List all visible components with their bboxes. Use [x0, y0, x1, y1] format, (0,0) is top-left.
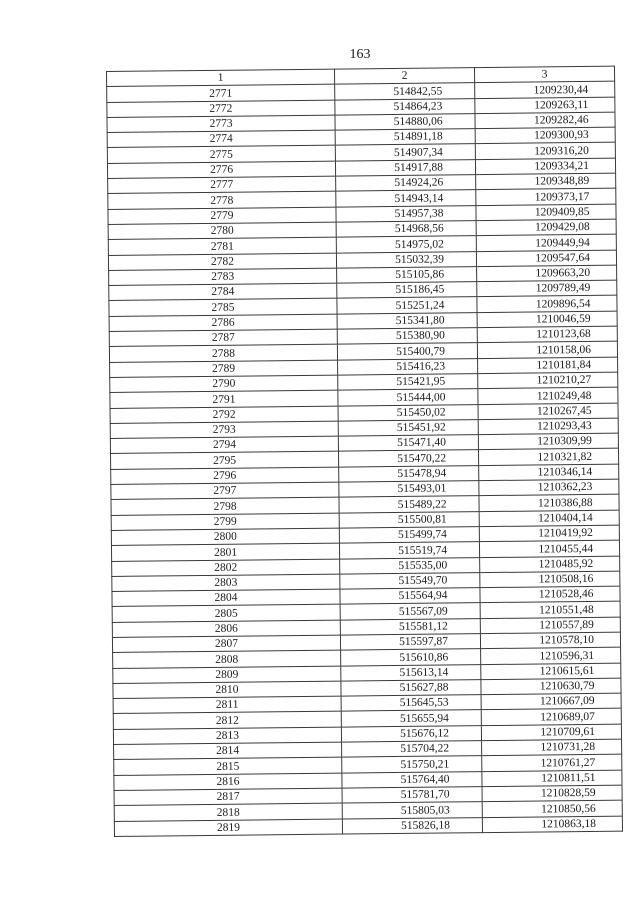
point-number-cell: 2778 [108, 191, 336, 209]
y-coordinate-cell: 1209373,17 [476, 189, 616, 206]
y-coordinate-cell: 1210321,82 [478, 449, 618, 466]
x-coordinate-cell: 515444,00 [338, 389, 478, 406]
x-coordinate-cell: 515471,40 [338, 435, 478, 452]
point-number-cell: 2818 [114, 803, 342, 821]
y-coordinate-cell: 1210863,18 [482, 816, 622, 833]
x-coordinate-cell: 515549,70 [340, 572, 480, 589]
point-number-cell: 2799 [111, 513, 339, 531]
y-coordinate-cell: 1210508,16 [480, 571, 620, 588]
y-coordinate-cell: 1210455,44 [479, 540, 619, 557]
x-coordinate-cell: 514943,14 [336, 190, 476, 207]
y-coordinate-cell: 1210419,92 [479, 525, 619, 542]
y-coordinate-cell: 1210731,28 [482, 739, 622, 756]
point-number-cell: 2811 [113, 696, 341, 714]
x-coordinate-cell: 515764,40 [342, 771, 482, 788]
x-coordinate-cell: 515416,23 [338, 358, 478, 375]
x-coordinate-cell: 515451,92 [338, 419, 478, 436]
x-coordinate-cell: 515535,00 [340, 557, 480, 574]
point-number-cell: 2819 [114, 819, 342, 837]
y-coordinate-cell: 1210181,84 [478, 357, 618, 374]
point-number-cell: 2781 [108, 237, 336, 255]
x-coordinate-cell: 515597,87 [340, 634, 480, 651]
y-coordinate-cell: 1210249,48 [478, 387, 618, 404]
point-number-cell: 2802 [112, 559, 340, 577]
point-number-cell: 2808 [113, 650, 341, 668]
y-coordinate-cell: 1209348,89 [476, 173, 616, 190]
x-coordinate-cell: 515627,88 [341, 679, 481, 696]
point-number-cell: 2790 [110, 375, 338, 393]
point-number-cell: 2807 [112, 635, 340, 653]
x-coordinate-cell: 515581,12 [340, 618, 480, 635]
y-coordinate-cell: 1210123,68 [477, 326, 617, 343]
y-coordinate-cell: 1209896,54 [477, 296, 617, 313]
y-coordinate-cell: 1210309,99 [478, 433, 618, 450]
y-coordinate-cell: 1210557,89 [480, 617, 620, 634]
x-coordinate-cell: 515750,21 [342, 756, 482, 773]
point-number-cell: 2771 [107, 84, 335, 102]
x-coordinate-cell: 515564,94 [340, 588, 480, 605]
x-coordinate-cell: 514924,26 [336, 175, 476, 192]
x-coordinate-cell: 515341,80 [337, 312, 477, 329]
column-header-3: 3 [474, 66, 614, 83]
point-number-cell: 2793 [110, 421, 338, 439]
point-number-cell: 2775 [107, 146, 335, 164]
point-number-cell: 2772 [107, 100, 335, 118]
point-number-cell: 2803 [112, 574, 340, 592]
x-coordinate-cell: 515400,79 [337, 343, 477, 360]
point-number-cell: 2806 [112, 620, 340, 638]
y-coordinate-cell: 1209230,44 [475, 81, 615, 98]
point-number-cell: 2809 [113, 666, 341, 684]
point-number-cell: 2813 [113, 727, 341, 745]
y-coordinate-cell: 1210293,43 [478, 418, 618, 435]
x-coordinate-cell: 515186,45 [337, 282, 477, 299]
point-number-cell: 2810 [113, 681, 341, 699]
point-number-cell: 2783 [109, 268, 337, 286]
point-number-cell: 2789 [110, 360, 338, 378]
y-coordinate-cell: 1209334,21 [475, 158, 615, 175]
x-coordinate-cell: 515613,14 [341, 664, 481, 681]
y-coordinate-cell: 1210362,23 [479, 479, 619, 496]
point-number-cell: 2812 [113, 712, 341, 730]
x-coordinate-cell: 515478,94 [339, 465, 479, 482]
x-coordinate-cell: 515380,90 [337, 328, 477, 345]
y-coordinate-cell: 1210689,07 [481, 709, 621, 726]
point-number-cell: 2774 [107, 130, 335, 148]
y-coordinate-cell: 1210811,51 [482, 770, 622, 787]
x-coordinate-cell: 514880,06 [335, 114, 475, 131]
y-coordinate-cell: 1210615,61 [481, 663, 621, 680]
point-number-cell: 2814 [114, 742, 342, 760]
x-coordinate-cell: 514891,18 [335, 129, 475, 146]
coordinates-table [106, 66, 623, 837]
point-number-cell: 2777 [108, 176, 336, 194]
y-coordinate-cell: 1210046,59 [477, 311, 617, 328]
x-coordinate-cell: 515704,22 [342, 741, 482, 758]
y-coordinate-cell: 1210551,48 [480, 602, 620, 619]
x-coordinate-cell: 515500,81 [339, 511, 479, 528]
y-coordinate-cell: 1209263,11 [475, 97, 615, 114]
y-coordinate-cell: 1210596,31 [481, 647, 621, 664]
y-coordinate-cell: 1210210,27 [478, 372, 618, 389]
x-coordinate-cell: 515499,74 [339, 527, 479, 544]
x-coordinate-cell: 515610,86 [341, 649, 481, 666]
x-coordinate-cell: 515781,70 [342, 787, 482, 804]
point-number-cell: 2795 [111, 452, 339, 470]
point-number-cell: 2800 [111, 528, 339, 546]
point-number-cell: 2816 [114, 773, 342, 791]
y-coordinate-cell: 1210404,14 [479, 510, 619, 527]
y-coordinate-cell: 1210578,10 [480, 632, 620, 649]
column-header-1: 1 [107, 69, 335, 87]
x-coordinate-cell: 515032,39 [336, 251, 476, 268]
x-coordinate-cell: 515450,02 [338, 404, 478, 421]
y-coordinate-cell: 1210158,06 [477, 342, 617, 359]
point-number-cell: 2801 [111, 543, 339, 561]
point-number-cell: 2798 [111, 497, 339, 515]
point-number-cell: 2804 [112, 589, 340, 607]
point-number-cell: 2773 [107, 115, 335, 133]
y-coordinate-cell: 1210267,45 [478, 403, 618, 420]
y-coordinate-cell: 1210485,92 [480, 556, 620, 573]
x-coordinate-cell: 515519,74 [339, 542, 479, 559]
point-number-cell: 2817 [114, 788, 342, 806]
x-coordinate-cell: 515470,22 [338, 450, 478, 467]
point-number-cell: 2791 [110, 390, 338, 408]
x-coordinate-cell: 514975,02 [336, 236, 476, 253]
coordinates-table-wrapper [106, 66, 622, 837]
point-number-cell: 2779 [108, 207, 336, 225]
point-number-cell: 2794 [110, 436, 338, 454]
y-coordinate-cell: 1210850,56 [482, 800, 622, 817]
table-body [107, 81, 623, 836]
x-coordinate-cell: 515805,03 [342, 802, 482, 819]
x-coordinate-cell: 515489,22 [339, 496, 479, 513]
point-number-cell: 2784 [109, 283, 337, 301]
x-coordinate-cell: 514957,38 [336, 205, 476, 222]
x-coordinate-cell: 514917,88 [335, 159, 475, 176]
x-coordinate-cell: 515493,01 [339, 481, 479, 498]
y-coordinate-cell: 1209316,20 [475, 143, 615, 160]
y-coordinate-cell: 1209547,64 [476, 250, 616, 267]
y-coordinate-cell: 1210667,09 [481, 693, 621, 710]
point-number-cell: 2805 [112, 604, 340, 622]
point-number-cell: 2815 [114, 757, 342, 775]
y-coordinate-cell: 1210761,27 [482, 754, 622, 771]
x-coordinate-cell: 514864,23 [335, 98, 475, 115]
point-number-cell: 2780 [108, 222, 336, 240]
point-number-cell: 2796 [111, 467, 339, 485]
y-coordinate-cell: 1210528,46 [480, 586, 620, 603]
x-coordinate-cell: 515645,53 [341, 695, 481, 712]
x-coordinate-cell: 514968,56 [336, 221, 476, 238]
point-number-cell: 2797 [111, 482, 339, 500]
y-coordinate-cell: 1209429,08 [476, 219, 616, 236]
y-coordinate-cell: 1210828,59 [482, 785, 622, 802]
point-number-cell: 2786 [109, 314, 337, 332]
y-coordinate-cell: 1209663,20 [477, 265, 617, 282]
x-coordinate-cell: 515676,12 [341, 725, 481, 742]
point-number-cell: 2782 [108, 253, 336, 271]
y-coordinate-cell: 1209409,85 [476, 204, 616, 221]
x-coordinate-cell: 514842,55 [335, 83, 475, 100]
y-coordinate-cell: 1210630,79 [481, 678, 621, 695]
y-coordinate-cell: 1210346,14 [479, 464, 619, 481]
x-coordinate-cell: 515826,18 [342, 817, 482, 834]
y-coordinate-cell: 1210386,88 [479, 494, 619, 511]
x-coordinate-cell: 515251,24 [337, 297, 477, 314]
point-number-cell: 2785 [109, 299, 337, 317]
column-header-2: 2 [334, 68, 474, 85]
y-coordinate-cell: 1209300,93 [475, 127, 615, 144]
point-number-cell: 2776 [107, 161, 335, 179]
point-number-cell: 2792 [110, 406, 338, 424]
x-coordinate-cell: 515105,86 [337, 266, 477, 283]
x-coordinate-cell: 515655,94 [341, 710, 481, 727]
x-coordinate-cell: 515421,95 [338, 374, 478, 391]
y-coordinate-cell: 1210709,61 [481, 724, 621, 741]
y-coordinate-cell: 1209789,49 [477, 280, 617, 297]
page-number: 163 [349, 47, 371, 62]
y-coordinate-cell: 1209449,94 [476, 234, 616, 251]
x-coordinate-cell: 514907,34 [335, 144, 475, 161]
x-coordinate-cell: 515567,09 [340, 603, 480, 620]
point-number-cell: 2788 [109, 344, 337, 362]
y-coordinate-cell: 1209282,46 [475, 112, 615, 129]
point-number-cell: 2787 [109, 329, 337, 347]
